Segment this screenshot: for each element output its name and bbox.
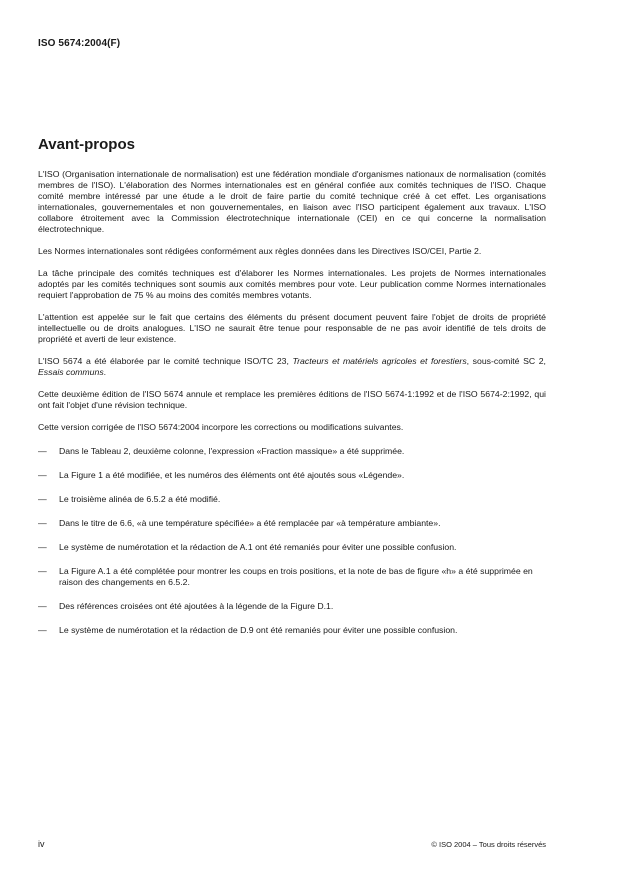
dash-marker: — [38,566,47,576]
list-item-text: La Figure 1 a été modifiée, et les numéros des éléments ont été ajoutés sous «Légende». [59,470,405,480]
document-identifier: ISO 5674:2004(F) [38,38,121,49]
list-item-text: Le troisième alinéa de 6.5.2 a été modifié. [59,494,221,504]
list-item-text: La Figure A.1 a été complétée pour montrer les coups en trois positions, et la note de bas de figure «h» a été supprimée en raison des changements en 6.5.2. [59,566,533,587]
list-item-text: Le système de numérotation et la rédaction de D.9 ont été remaniés pour éviter une possible confusion. [59,625,458,635]
list-item [38,566,546,588]
page-number: iv [38,839,45,849]
list-item-text: Dans le titre de 6.6, «à une température spécifiée» a été remplacée par «à température ambiante». [59,518,441,528]
dash-marker: — [38,601,47,611]
list-item [38,518,546,529]
paragraph-corrected-version: Cette version corrigée de l'ISO 5674:2004 incorpore les corrections ou modifications suivantes. [38,422,404,432]
subcommittee-text: , sous-comité SC 2, [466,356,546,366]
section-title: Avant-propos [38,136,135,153]
dash-marker: — [38,518,47,528]
dash-marker: — [38,542,47,552]
list-item [38,625,546,636]
list-item [38,446,546,457]
subcommittee-title: Essais communs [38,367,104,377]
list-item [38,542,546,553]
foreword-body [38,169,546,649]
corrections-list [38,446,546,636]
list-item-text: Le système de numérotation et la rédaction de A.1 ont été remaniés pour éviter une possible confusion. [59,542,457,552]
list-item [38,601,546,612]
dash-marker: — [38,446,47,456]
paragraph-prepared-by [38,356,546,378]
list-item [38,470,546,481]
paragraph-edition: Cette deuxième édition de l'ISO 5674 annule et remplace les premières éditions de l'ISO 5674-1:1992 et de l'ISO 5674-2:1992, qui ont fait l'objet d'une révision technique. [38,389,546,410]
dash-marker: — [38,625,47,635]
prepared-by-text: L'ISO 5674 a été élaborée par le comité technique ISO/TC 23, [38,356,293,366]
dash-marker: — [38,494,47,504]
copyright-notice: © ISO 2004 – Tous droits réservés [431,840,546,849]
list-item [38,494,546,505]
list-item-text: Dans le Tableau 2, deuxième colonne, l'expression «Fraction massique» a été supprimée. [59,446,405,456]
paragraph-technical-committees: La tâche principale des comités techniques est d'élaborer les Normes internationales. Les projets de Normes internationales adoptés par les comités techniques sont soumis aux comités membres pour vote. Leur publication comme Normes internationales requiert l'approbation de 75 % au moins des comités membres votants. [38,268,546,300]
paragraph-iso-organisation: L'ISO (Organisation internationale de normalisation) est une fédération mondiale d'organismes nationaux de normalisation (comités membres de l'ISO). L'élaboration des Normes internationales est en général confiée aux comités techniques de l'ISO. Chaque comité membre intéressé par une étude a le droit de faire partie du comité technique créé à cet effet. Les organisations internationales, gouvernementales et non gouvernementales, en liaison avec l'ISO participent également aux travaux. L'ISO collabore étroitement avec la Commission électrotechnique internationale (CEI) en ce qui concerne la normalisation électrotechnique. [38,169,546,234]
list-item-text: Des références croisées ont été ajoutées à la légende de la Figure D.1. [59,601,334,611]
committee-title: Tracteurs et matériels agricoles et forestiers [292,356,467,366]
dash-marker: — [38,470,47,480]
paragraph-patent-rights: L'attention est appelée sur le fait que certains des éléments du présent document peuvent faire l'objet de droits de propriété intellectuelle ou de droits analogues. L'ISO ne saurait être tenue pour responsable de ne pas avoir identifié de tels droits de propriété et averti de leur existence. [38,312,546,344]
paragraph-directives: Les Normes internationales sont rédigées conformément aux règles données dans les Directives ISO/CEI, Partie 2. [38,246,482,256]
sentence-end: . [103,367,107,377]
